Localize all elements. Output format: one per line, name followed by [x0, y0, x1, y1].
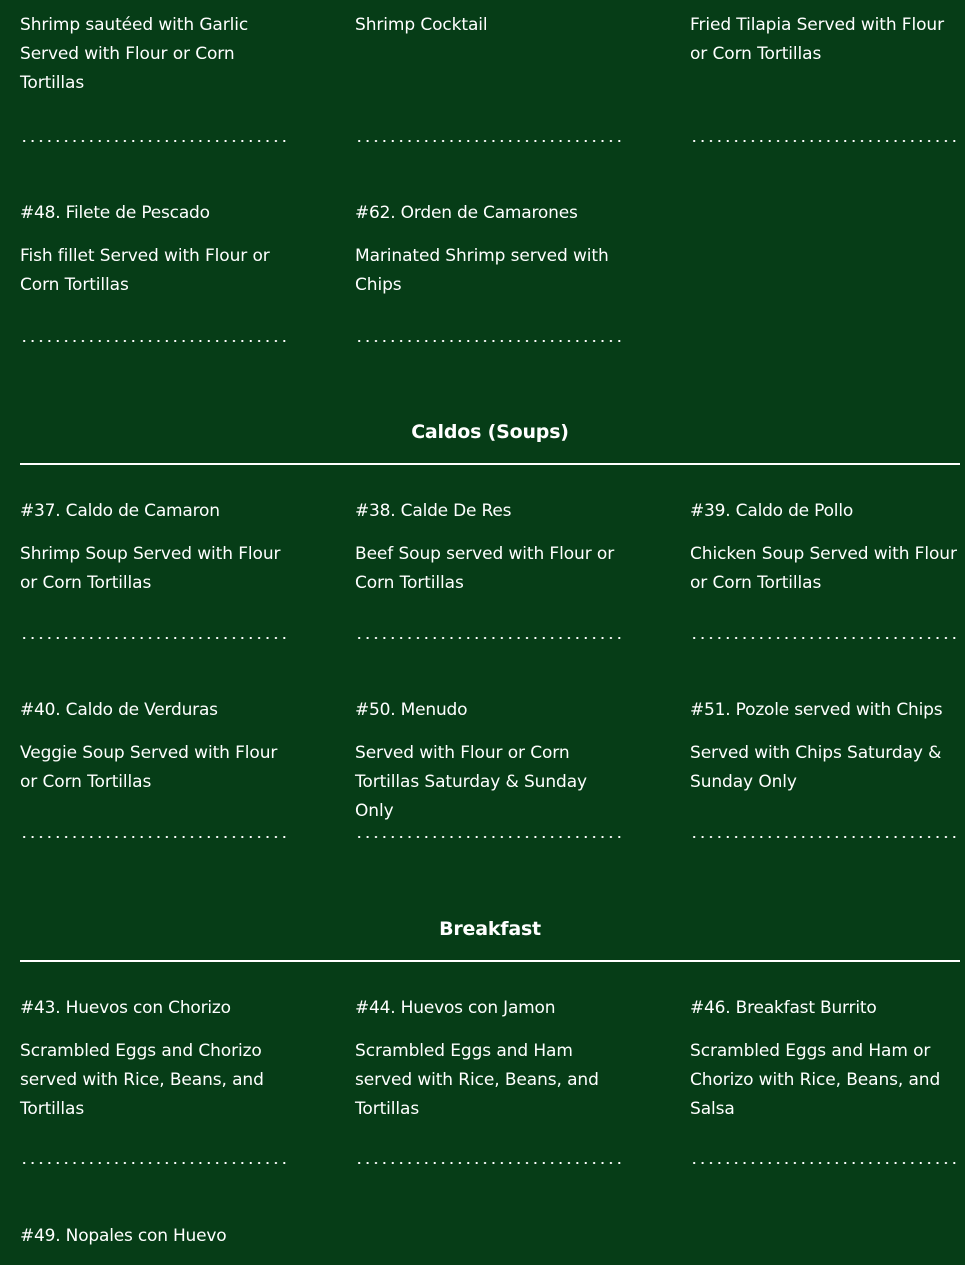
- menu-item-pozole: [690, 699, 962, 797]
- dotted-divider: [355, 836, 625, 838]
- item-description: Veggie Soup Served with Flour or Corn Tortillas: [20, 743, 278, 792]
- dotted-divider: [20, 140, 290, 142]
- menu-item-huevos-con-jamon: [355, 997, 627, 1124]
- section-divider: [20, 463, 960, 465]
- item-title: #40. Caldo de Verduras: [20, 700, 218, 720]
- item-description: Chicken Soup Served with Flour or Corn Tortillas: [690, 544, 957, 593]
- menu-item-huevos-con-chorizo: [20, 997, 292, 1124]
- item-description: Fish fillet Served with Flour or Corn Tortillas: [20, 246, 270, 295]
- dotted-divider: [20, 1162, 290, 1164]
- dotted-divider: [690, 1162, 960, 1164]
- item-description: Served with Chips Saturday & Sunday Only: [690, 743, 942, 792]
- section-title-breakfast: Breakfast: [439, 918, 541, 940]
- item-title: #39. Caldo de Pollo: [690, 501, 854, 521]
- menu-item-orden-de-camarones: [355, 202, 627, 300]
- item-description: Served with Flour or Corn Tortillas Saturday & Sunday Only: [355, 743, 587, 821]
- menu-item-nopales-con-huevo: [20, 1225, 292, 1265]
- menu-item-menudo: [355, 699, 627, 826]
- dotted-divider: [690, 836, 960, 838]
- item-description: Shrimp Soup Served with Flour or Corn Tortillas: [20, 544, 281, 593]
- item-title: #37. Caldo de Camaron: [20, 501, 220, 521]
- menu-item-caldo-de-verduras: [20, 699, 292, 797]
- item-description: Marinated Shrimp served with Chips: [355, 246, 609, 295]
- dotted-divider: [355, 1162, 625, 1164]
- menu-item-garlic-shrimp: [20, 11, 292, 98]
- item-title: #51. Pozole served with Chips: [690, 700, 943, 720]
- item-title: #49. Nopales con Huevo: [20, 1226, 227, 1246]
- menu-item-shrimp-cocktail: [355, 11, 627, 40]
- item-description: Beef Soup served with Flour or Corn Tortillas: [355, 544, 615, 593]
- item-description: Scrambled Eggs and Ham served with Rice, Beans, and Tortillas: [355, 1041, 599, 1119]
- dotted-divider: [355, 340, 625, 342]
- dotted-divider: [20, 637, 290, 639]
- dotted-divider: [690, 637, 960, 639]
- item-title: #43. Huevos con Chorizo: [20, 998, 231, 1018]
- dotted-divider: [20, 836, 290, 838]
- item-title: #44. Huevos con Jamon: [355, 998, 556, 1018]
- item-title: #50. Menudo: [355, 700, 468, 720]
- menu-item-caldo-de-camaron: [20, 500, 292, 598]
- item-description: Scrambled Eggs and Ham or Chorizo with Rice, Beans, and Salsa: [690, 1041, 941, 1119]
- item-description: Shrimp sautéed with Garlic Served with Flour or Corn Tortillas: [20, 15, 249, 93]
- menu-item-fried-tilapia: [690, 11, 962, 69]
- item-title: #48. Filete de Pescado: [20, 203, 210, 223]
- item-description: Fried Tilapia Served with Flour or Corn Tortillas: [690, 15, 944, 64]
- section-divider: [20, 960, 960, 962]
- item-title: #62. Orden de Camarones: [355, 203, 578, 223]
- menu-item-calde-de-res: [355, 500, 627, 598]
- dotted-divider: [20, 340, 290, 342]
- section-title-soups: Caldos (Soups): [411, 421, 569, 443]
- menu-item-breakfast-burrito: [690, 997, 962, 1124]
- item-description: Shrimp Cocktail: [355, 15, 488, 35]
- dotted-divider: [355, 140, 625, 142]
- menu-item-filete-de-pescado: [20, 202, 292, 300]
- item-title: #46. Breakfast Burrito: [690, 998, 877, 1018]
- menu-item-caldo-de-pollo: [690, 500, 962, 598]
- dotted-divider: [355, 637, 625, 639]
- item-description: Scrambled Eggs and Chorizo served with Rice, Beans, and Tortillas: [20, 1041, 264, 1119]
- item-title: #38. Calde De Res: [355, 501, 512, 521]
- dotted-divider: [690, 140, 960, 142]
